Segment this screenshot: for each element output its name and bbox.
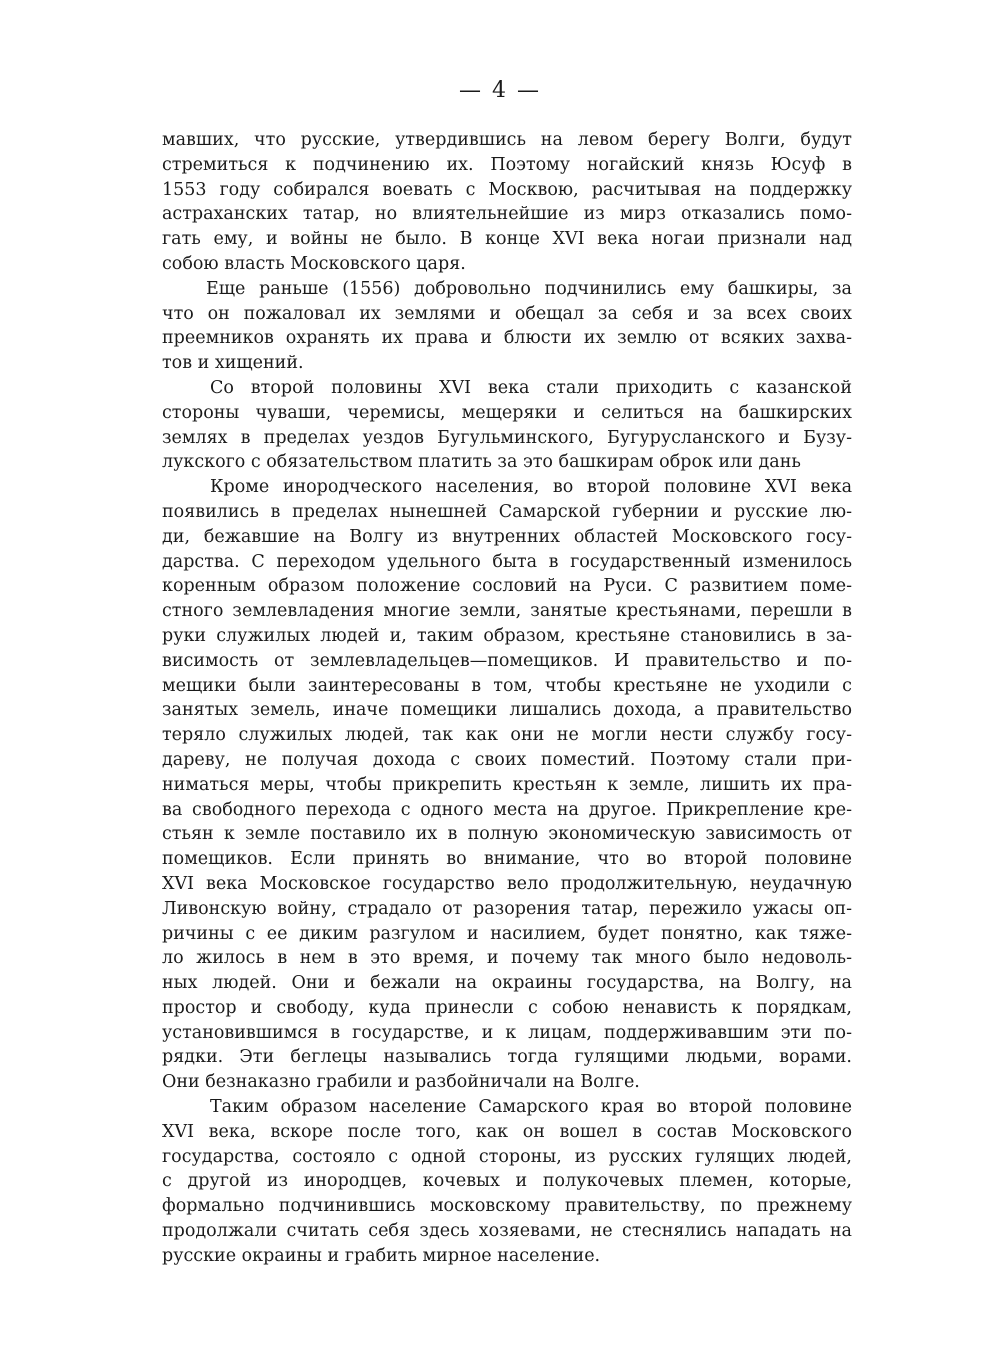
text-line: дареву, не получая дохода с своих поместий. Поэтому стали при-: [162, 749, 852, 770]
text-line: мещики были заинтересованы в том, чтобы крестьяне не уходили с: [162, 675, 852, 696]
text-line: Таким образом население Самарского края во второй половине: [210, 1097, 852, 1118]
text-line: ных людей. Они и бежали на окраины государства, на Волгу, на: [162, 973, 852, 994]
text-line: с другой из инородцев, кочевых и полукочевых племен, которые,: [162, 1171, 852, 1192]
text-line: руки служилых людей и, таким образом, крестьяне становились в за-: [162, 625, 852, 646]
text-line: стороны чуваши, черемисы, мещеряки и селиться на башкирских: [162, 402, 852, 423]
text-line: ричины с ее диким разгулом и насилием, будет понятно, как тяже-: [162, 923, 852, 944]
text-line: преемников охранять их права и блюсти их землю от всяких захва-: [162, 328, 852, 349]
text-line: занятых земель, иначе помещики лишались дохода, а правительство: [162, 700, 852, 721]
text-line: дарства. С переходом удельного быта в государственный изменилось: [162, 551, 852, 572]
text-line: собою власть Московского царя.: [162, 253, 466, 274]
text-line: простор и свободу, куда принесли с собою ненависть к порядкам,: [162, 997, 852, 1018]
text-line: ва свободного перехода с одного места на другое. Прикрепление кре-: [162, 799, 852, 820]
text-line: рядки. Эти беглецы назывались тогда гулящими людьми, ворами.: [162, 1047, 852, 1068]
text-line: стремиться к подчинению их. Поэтому ногайский князь Юсуф в: [162, 154, 852, 175]
text-line: продолжали считать себя здесь хозяевами, не стеснялись нападать на: [162, 1221, 852, 1242]
text-line: висимость от землевладельцев—помещиков. И правительство и по-: [162, 650, 852, 671]
text-line: Ливонскую войну, страдало от разорения татар, пережило ужасы оп-: [162, 898, 852, 919]
text-line: формально подчинившись московскому правительству, по прежнему: [162, 1196, 852, 1217]
text-line: государства, состояло с одной стороны, из русских гулящих людей,: [162, 1146, 852, 1167]
text-line: ниматься меры, чтобы прикрепить крестьян к земле, лишить их пра-: [162, 774, 852, 795]
text-line: появились в пределах нынешней Самарской губернии и русские лю-: [162, 501, 852, 522]
paragraph: [162, 475, 852, 1095]
text-line: тов и хищений.: [162, 353, 304, 374]
text-line: Они безнаказно грабили и разбойничали на Волге.: [162, 1072, 640, 1093]
text-line: установившимся в государстве, и к лицам, поддерживавшим эти по-: [162, 1022, 852, 1043]
text-line: русские окраины и грабить мирное население.: [162, 1245, 601, 1266]
text-line: коренным образом положение сословий на Руси. С развитием поме-: [162, 576, 852, 597]
text-line: теряло служилых людей, так как они не могли нести службу госу-: [162, 725, 852, 746]
text-line: астраханских татар, но влиятельнейшие из мирз отказались помо-: [162, 204, 852, 225]
text-line: мавших, что русские, утвердившись на левом берегу Волги, будут: [162, 130, 852, 150]
text-line: Со второй половины XVI века стали приходить с казанской: [210, 377, 852, 398]
text-line: гать ему, и войны не было. В конце XVI века ногаи признали над: [162, 229, 852, 250]
text-line: стьян к земле поставило их в полную экономическую зависимость от: [162, 824, 852, 845]
body-text: [162, 128, 852, 1269]
page-number: — 4 —: [459, 78, 541, 103]
text-line: Кроме инородческого населения, во второй половине XVI века: [210, 477, 852, 498]
text-line: Еще раньше (1556) добровольно подчинились ему башкиры, за: [206, 278, 852, 299]
text-line: 1553 году собирался воевать с Москвою, расчитывая на поддержку: [162, 179, 852, 200]
text-line: стного землевладения многие земли, занятые крестьянами, перешли в: [162, 601, 852, 622]
paragraph: [162, 128, 852, 277]
text-line: что он пожаловал их землями и обещал за себя и за всех своих: [162, 303, 852, 324]
paragraph: [162, 376, 852, 475]
text-line: землях в пределах уездов Бугульминского, Бугурусланского и Бузу-: [162, 427, 852, 448]
text-line: лукского с обязательством платить за это башкирам оброк или дань: [162, 452, 801, 473]
paragraph: [162, 1095, 852, 1269]
paragraph: [162, 277, 852, 376]
text-line: ло жилось в нем в это время, и почему так много было недоволь-: [162, 948, 852, 969]
text-line: ди, бежавшие на Волгу из внутренних областей Московского госу-: [162, 526, 852, 547]
text-line: XVI века Московское государство вело продолжительную, неудачную: [162, 873, 852, 894]
text-line: помещиков. Если принять во внимание, что во второй половине: [162, 849, 852, 870]
text-line: XVI века, вскоре после того, как он вошел в состав Московского: [162, 1121, 852, 1142]
